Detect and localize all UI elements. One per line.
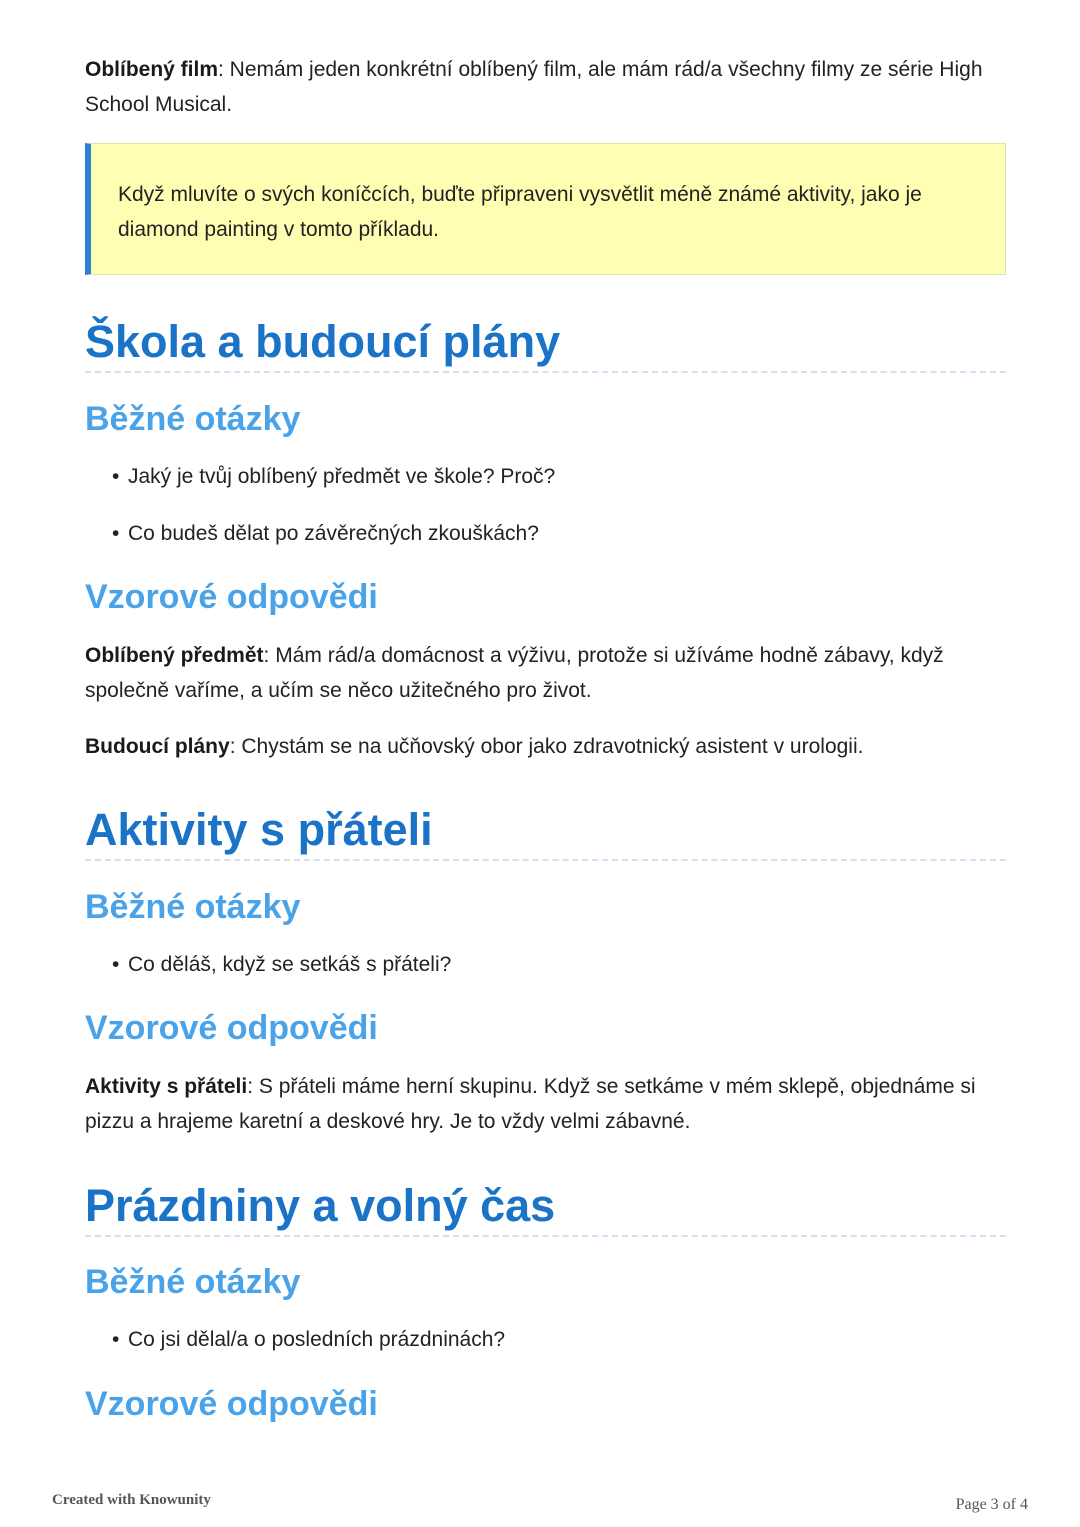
list-item: • Co budeš dělat po závěrečných zkouškách?: [112, 519, 539, 549]
bullet-icon: •: [112, 522, 120, 545]
tip-text: Když mluvíte o svých koníčcích, buďte připraveni vysvětlit méně známé aktivity, jako je diamond painting v tomto příkladu.: [118, 183, 922, 241]
questions-heading: Běžné otázky: [85, 400, 301, 438]
answer-label: Budoucí plány: [85, 735, 230, 758]
footer-credit: Created with Knowunity: [52, 1492, 211, 1508]
page-number: Page 3 of 4: [955, 1496, 1028, 1513]
answer-label: Aktivity s přáteli: [85, 1075, 248, 1098]
answer-paragraph: Aktivity s přáteli: S přáteli máme herní skupinu. Když se setkáme v mém sklepě, objednáme si pizzu a hrajeme karetní a deskové hry. Je to vždy velmi zábavné.: [85, 1075, 976, 1133]
section-title-holidays: Prázdniny a volný čas: [85, 1180, 556, 1231]
answer-paragraph: Budoucí plány: Chystám se na učňovský obor jako zdravotnický asistent v urologii.: [85, 735, 864, 758]
section-title-school: Škola a budoucí plány: [85, 316, 561, 367]
answers-heading: Vzorové odpovědi: [85, 1009, 378, 1047]
intro-paragraph: [85, 52, 1006, 122]
questions-heading: Běžné otázky: [85, 888, 301, 926]
answers-heading: Vzorové odpovědi: [85, 1385, 378, 1423]
section-title-friends: Aktivity s přáteli: [85, 804, 433, 855]
list-item: • Jaký je tvůj oblíbený předmět ve škole? Proč?: [112, 462, 555, 492]
answer-paragraph: Oblíbený předmět: Mám rád/a domácnost a výživu, protože si užíváme hodně zábavy, když společně vaříme, a učím se něco užitečného pro život.: [85, 644, 944, 702]
intro-label: Oblíbený film: [85, 58, 219, 81]
bullet-icon: •: [112, 953, 120, 976]
intro-text: : Nemám jeden konkrétní oblíbený film, ale mám rád/a všechny filmy ze série High School Musical.: [85, 58, 983, 116]
list-item: • Co děláš, když se setkáš s přáteli?: [112, 950, 451, 980]
answers-heading: Vzorové odpovědi: [85, 578, 378, 616]
bullet-icon: •: [112, 465, 120, 488]
list-item: • Co jsi dělal/a o posledních prázdninách?: [112, 1325, 505, 1355]
answer-label: Oblíbený předmět: [85, 644, 264, 667]
tip-callout: [85, 143, 1006, 275]
section-divider: [85, 371, 1006, 373]
bullet-icon: •: [112, 1328, 120, 1351]
section-divider: [85, 859, 1006, 861]
section-divider: [85, 1235, 1006, 1237]
questions-heading: Běžné otázky: [85, 1263, 301, 1301]
